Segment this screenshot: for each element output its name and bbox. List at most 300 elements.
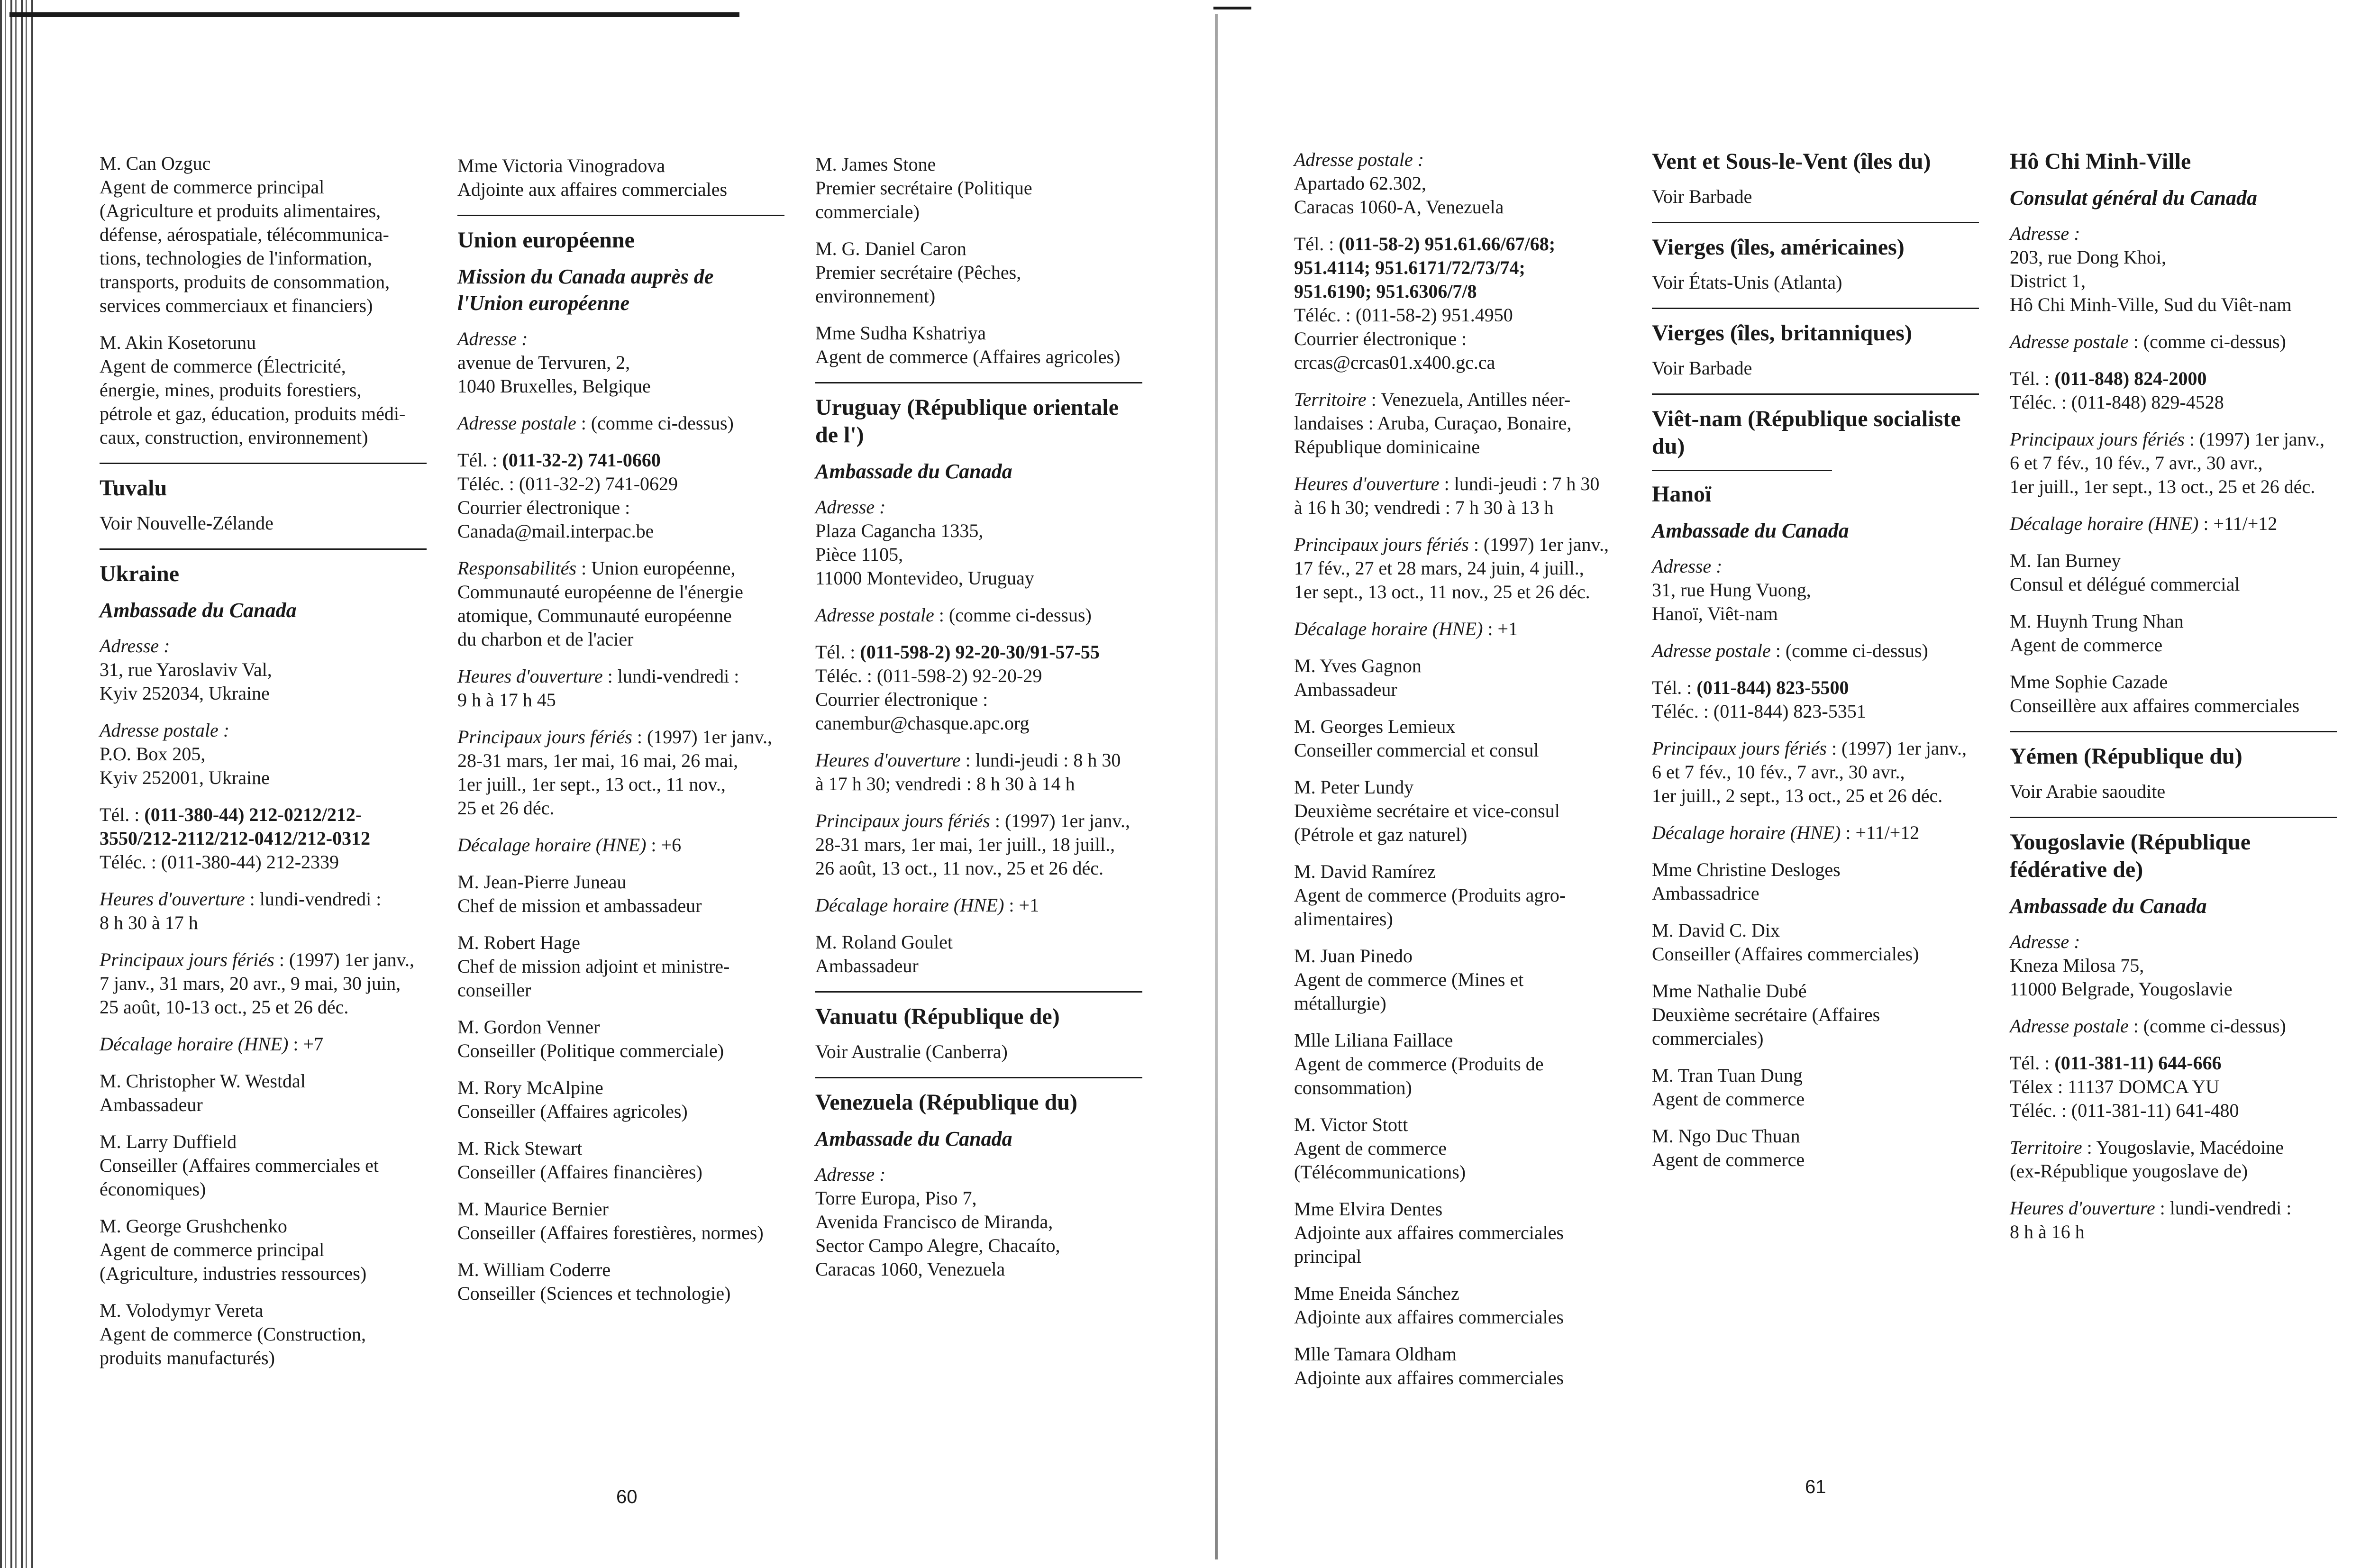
staff-entry: [1652, 919, 1979, 966]
country-heading-ukraine: Ukraine: [100, 548, 427, 588]
staff-role: environnement): [815, 285, 936, 307]
staff-role: Conseiller (Politique commerciale): [457, 1040, 724, 1061]
staff-name: M. David C. Dix: [1652, 920, 1780, 941]
territory-block: [1294, 388, 1621, 459]
staff-entry: [815, 321, 1142, 369]
staff-role: énergie, mines, produits forestiers,: [100, 379, 362, 401]
staff-entry: [1294, 860, 1621, 931]
staff-role: services commerciaux et financiers): [100, 295, 373, 316]
staff-entry: [1652, 979, 1979, 1050]
staff-role: Ambassadrice: [1652, 883, 1759, 904]
phone-number: (011-844) 823-5500: [1696, 677, 1849, 698]
holidays-value: 1er juill., 1er sept., 13 oct., 11 nov.,: [457, 774, 726, 795]
see-also-text: Voir Australie (Canberra): [815, 1041, 1008, 1062]
column-6: [2010, 148, 2337, 1257]
hours-block: [815, 748, 1142, 796]
phone-block: [1652, 676, 1979, 723]
postal-label: Adresse postale: [457, 412, 576, 434]
phone-block: [2010, 367, 2337, 414]
page-number-left: 60: [616, 1486, 638, 1507]
staff-role: Adjointe aux affaires commerciales: [457, 179, 728, 200]
postal-value: : (comme ci-dessus): [2133, 1015, 2286, 1037]
staff-name: M. Akin Kosetorunu: [100, 332, 256, 353]
staff-name: Mme Sudha Kshatriya: [815, 322, 986, 344]
country-heading-yemen: Yémen (République du): [2010, 731, 2337, 770]
timezone-value: : +11/+12: [2203, 513, 2278, 534]
postal-address-block: [815, 603, 1142, 627]
staff-entry: [457, 1015, 784, 1063]
phone-number: (011-32-2) 741-0660: [502, 449, 661, 471]
staff-role: produits manufacturés): [100, 1347, 275, 1368]
address-line: Pièce 1105,: [815, 544, 903, 565]
address-line: Torre Europa, Piso 7,: [815, 1187, 977, 1209]
staff-role: Agent de commerce (Électricité,: [100, 356, 346, 377]
holidays-value: : (1997) 1er janv.,: [994, 810, 1130, 831]
address-label: Adresse :: [2010, 223, 2080, 244]
address-line: avenue de Tervuren, 2,: [457, 352, 630, 373]
staff-name: M. David Ramírez: [1294, 861, 1436, 882]
staff-entry: [2010, 549, 2337, 596]
holidays-value: : (1997) 1er janv.,: [2189, 428, 2324, 450]
staff-name: Mlle Liliana Faillace: [1294, 1030, 1453, 1051]
postal-value: : (comme ci-dessus): [581, 412, 734, 434]
staff-name: M. Jean-Pierre Juneau: [457, 871, 627, 893]
hours-label: Heures d'ouverture: [457, 665, 603, 687]
staff-role: Agent de commerce (Construction,: [100, 1323, 366, 1345]
country-heading-yougoslavie: Yougoslavie (République fédérative de): [2010, 817, 2337, 884]
staff-name: M. Georges Lemieux: [1294, 716, 1456, 737]
staff-role: Adjointe aux affaires commerciales: [1294, 1306, 1564, 1328]
page-number-right: 61: [1805, 1477, 1826, 1497]
address-block: [815, 495, 1142, 590]
country-heading-union-europeenne: Union européenne: [457, 215, 784, 254]
staff-name: Mme Christine Desloges: [1652, 859, 1841, 880]
holidays-label: Principaux jours fériés: [457, 726, 632, 748]
staff-entry: [100, 331, 427, 449]
staff-role: Conseiller commercial et consul: [1294, 739, 1539, 761]
staff-role: principal: [1294, 1246, 1362, 1267]
phone-number: 951.4114; 951.6171/72/73/74;: [1294, 257, 1525, 278]
territory-label: Territoire: [2010, 1137, 2082, 1158]
staff-name: M. Can Ozguc: [100, 153, 211, 174]
staff-name: M. Juan Pinedo: [1294, 945, 1413, 966]
holidays-label: Principaux jours fériés: [100, 949, 274, 970]
address-line: Caracas 1060-A, Venezuela: [1294, 196, 1504, 218]
address-line: District 1,: [2010, 270, 2086, 292]
staff-entry: [1294, 1197, 1621, 1268]
column-4: [1294, 148, 1621, 1403]
fax-number: Téléc. : (011-32-2) 741-0629: [457, 473, 678, 494]
staff-name: M. Robert Hage: [457, 932, 580, 953]
staff-name: M. Rory McAlpine: [457, 1077, 603, 1098]
hours-value: : lundi-vendredi :: [607, 665, 739, 687]
holidays-value: : (1997) 1er janv.,: [1831, 738, 1967, 759]
see-also: [815, 1040, 1142, 1064]
address-line: 1040 Bruxelles, Belgique: [457, 375, 651, 397]
staff-entry: [457, 154, 784, 201]
postal-label: Adresse postale: [2010, 331, 2129, 352]
staff-entry: [1652, 1064, 1979, 1111]
staff-role: commerciale): [815, 201, 920, 222]
staff-role: Adjointe aux affaires commerciales: [1294, 1222, 1564, 1243]
address-line: Sector Campo Alegre, Chacaíto,: [815, 1235, 1060, 1256]
staff-role: Ambassadeur: [100, 1094, 203, 1115]
timezone-value: : +7: [293, 1033, 324, 1055]
holidays-value: 7 janv., 31 mars, 20 avr., 9 mai, 30 juin,: [100, 973, 401, 994]
country-heading-venezuela: Venezuela (République du): [815, 1077, 1142, 1116]
binding-scan-edge: [0, 0, 33, 1568]
staff-name: Mme Sophie Cazade: [2010, 671, 2168, 693]
email-address: canembur@chasque.apc.org: [815, 712, 1030, 734]
holidays-value: : (1997) 1er janv.,: [637, 726, 772, 748]
see-also: [1652, 185, 1979, 209]
email-address: Canada@mail.interpac.be: [457, 520, 654, 542]
holidays-value: 26 août, 13 oct., 11 nov., 25 et 26 déc.: [815, 857, 1104, 879]
timezone-block: [1294, 617, 1621, 641]
address-label: Adresse :: [815, 1164, 886, 1185]
staff-name: M. Peter Lundy: [1294, 776, 1414, 798]
column-1: [100, 152, 427, 1383]
phone-label: Tél. :: [1294, 233, 1334, 255]
staff-role: Conseiller (Affaires agricoles): [457, 1101, 688, 1122]
hours-value: : lundi-vendredi :: [249, 888, 382, 910]
staff-role: Agent de commerce: [1652, 1088, 1805, 1110]
staff-role: économiques): [100, 1178, 206, 1200]
staff-entry: [100, 1130, 427, 1201]
staff-entry: [815, 153, 1142, 224]
country-heading-vietnam: Viêt-nam (République socialiste du): [1652, 393, 1979, 460]
staff-role: Conseiller (Affaires commerciales et: [100, 1155, 379, 1176]
email-label: Courrier électronique :: [1294, 328, 1467, 349]
holidays-label: Principaux jours fériés: [815, 810, 990, 831]
mission-title: Ambassade du Canada: [1652, 519, 1849, 542]
timezone-label: Décalage horaire (HNE): [2010, 513, 2199, 534]
fax-number: Téléc. : (011-381-11) 641-480: [2010, 1100, 2239, 1121]
phone-block: [2010, 1051, 2337, 1122]
timezone-label: Décalage horaire (HNE): [100, 1033, 289, 1055]
phone-block: [1294, 232, 1621, 374]
holidays-block: [1294, 533, 1621, 604]
staff-role: (Télécommunications): [1294, 1161, 1466, 1183]
territory-value: (ex-République yougoslave de): [2010, 1160, 2248, 1182]
staff-entry: [2010, 670, 2337, 718]
holidays-block: [1652, 737, 1979, 808]
timezone-block: [815, 893, 1142, 917]
column-5: [1652, 148, 1979, 1185]
staff-name: M. James Stone: [815, 154, 936, 175]
staff-role: Chef de mission adjoint et ministre-: [457, 956, 730, 977]
staff-role: Agent de commerce: [2010, 634, 2163, 656]
see-also: [1652, 271, 1979, 294]
staff-role: Chef de mission et ambassadeur: [457, 895, 702, 916]
territory-value: landaises : Aruba, Curaçao, Bonaire,: [1294, 412, 1572, 434]
country-heading-vent: Vent et Sous-le-Vent (îles du): [1652, 149, 1931, 174]
phone-block: [815, 640, 1142, 735]
mission-title: Ambassade du Canada: [815, 1127, 1012, 1150]
address-label: Adresse :: [1652, 556, 1723, 577]
staff-role: pétrole et gaz, éducation, produits médi-: [100, 403, 406, 424]
postal-label: Adresse postale :: [1294, 149, 1424, 170]
staff-entry: [1294, 775, 1621, 847]
responsibilities-value: atomique, Communauté européenne: [457, 605, 732, 626]
staff-role: alimentaires): [1294, 908, 1393, 930]
hours-value: 8 h à 16 h: [2010, 1221, 2085, 1242]
mission-title: Mission du Canada auprès de l'Union européenne: [457, 265, 714, 315]
see-also-text: Voir Barbade: [1652, 357, 1752, 379]
see-also-text: Voir Nouvelle-Zélande: [100, 512, 273, 534]
timezone-label: Décalage horaire (HNE): [457, 834, 647, 856]
holidays-value: 6 et 7 fév., 10 fév., 7 avr., 30 avr.,: [2010, 452, 2263, 474]
staff-entry: [100, 152, 427, 318]
address-block: [457, 327, 784, 398]
fax-number: Téléc. : (011-848) 829-4528: [2010, 392, 2224, 413]
address-block: [815, 1163, 1142, 1281]
hours-value: à 17 h 30; vendredi : 8 h 30 à 14 h: [815, 773, 1075, 794]
staff-name: M. Gordon Venner: [457, 1016, 600, 1038]
mission-title: Consulat général du Canada: [2010, 186, 2258, 210]
postal-address-block: [457, 411, 784, 435]
address-block: [1652, 555, 1979, 626]
staff-role: Premier secrétaire (Pêches,: [815, 262, 1021, 283]
mission-title: Ambassade du Canada: [100, 599, 297, 622]
hours-label: Heures d'ouverture: [815, 749, 961, 771]
territory-value: : Venezuela, Antilles néer-: [1371, 389, 1571, 410]
postal-value: : (comme ci-dessus): [1775, 640, 1928, 661]
timezone-label: Décalage horaire (HNE): [1294, 618, 1483, 639]
phone-number: (011-381-11) 644-666: [2054, 1052, 2222, 1074]
holidays-label: Principaux jours fériés: [1294, 534, 1469, 555]
staff-role: (Pétrole et gaz naturel): [1294, 824, 1468, 845]
address-label: Adresse :: [457, 328, 528, 349]
hours-value: à 16 h 30; vendredi : 7 h 30 à 13 h: [1294, 497, 1554, 518]
mission-title: Ambassade du Canada: [815, 460, 1012, 483]
staff-role: tions, technologies de l'information,: [100, 247, 372, 269]
phone-number: (011-380-44) 212-0212/212-: [144, 804, 362, 825]
phone-number: (011-598-2) 92-20-30/91-57-55: [860, 641, 1100, 663]
telex-number: Télex : 11137 DOMCA YU: [2010, 1076, 2220, 1097]
address-line: Avenida Francisco de Miranda,: [815, 1211, 1053, 1232]
staff-name: M. Volodymyr Vereta: [100, 1300, 264, 1321]
city-divider: [1652, 470, 1832, 471]
address-line: Kyiv 252001, Ukraine: [100, 767, 270, 788]
postal-label: Adresse postale: [2010, 1015, 2129, 1037]
phone-label: Tél. :: [815, 641, 856, 663]
staff-name: M. Maurice Bernier: [457, 1198, 609, 1220]
staff-entry: [100, 1069, 427, 1117]
territory-value: : Yougoslavie, Macédoine: [2087, 1137, 2284, 1158]
staff-role: Agent de commerce: [1294, 1138, 1447, 1159]
hours-block: [100, 887, 427, 935]
address-line: Kyiv 252034, Ukraine: [100, 683, 270, 704]
fax-number: Téléc. : (011-58-2) 951.4950: [1294, 304, 1513, 326]
see-also-text: Voir États-Unis (Atlanta): [1652, 272, 1842, 293]
country-heading-uruguay: Uruguay (République orientale de l'): [815, 382, 1142, 449]
timezone-label: Décalage horaire (HNE): [1652, 822, 1841, 843]
staff-entry: [1652, 858, 1979, 905]
responsibilities-block: [457, 556, 784, 651]
staff-entry: [457, 1197, 784, 1245]
address-line: Hô Chi Minh-Ville, Sud du Viêt-nam: [2010, 294, 2292, 315]
address-line: Caracas 1060, Venezuela: [815, 1258, 1005, 1280]
center-gutter: [1215, 14, 1218, 1559]
staff-name: Mme Eneida Sánchez: [1294, 1283, 1459, 1304]
postal-value: : (comme ci-dessus): [2133, 331, 2286, 352]
timezone-block: [2010, 512, 2337, 536]
staff-role: métallurgie): [1294, 993, 1386, 1014]
staff-role: caux, construction, environnement): [100, 427, 368, 448]
staff-role: Consul et délégué commercial: [2010, 574, 2240, 595]
postal-address-block: [100, 719, 427, 790]
fax-number: Téléc. : (011-844) 823-5351: [1652, 701, 1866, 722]
staff-role: Conseillère aux affaires commerciales: [2010, 695, 2300, 716]
fax-number: Téléc. : (011-380-44) 212-2339: [100, 851, 339, 873]
staff-entry: [457, 1076, 784, 1123]
holidays-value: 17 fév., 27 et 28 mars, 24 juin, 4 juill.,: [1294, 557, 1584, 579]
timezone-value: : +1: [1487, 618, 1518, 639]
timezone-block: [457, 833, 784, 857]
hours-value: : lundi-jeudi : 8 h 30: [965, 749, 1121, 771]
phone-block: [457, 448, 784, 543]
staff-entry: [1294, 715, 1621, 762]
address-line: 31, rue Yaroslaviv Val,: [100, 659, 272, 680]
staff-role: commerciales): [1652, 1028, 1764, 1049]
address-line: P.O. Box 205,: [100, 743, 206, 765]
timezone-value: : +1: [1009, 894, 1039, 916]
timezone-value: : +6: [651, 834, 682, 856]
staff-name: M. Christopher W. Westdal: [100, 1070, 306, 1092]
staff-role: Conseiller (Affaires financières): [457, 1161, 702, 1183]
hours-label: Heures d'ouverture: [1294, 473, 1440, 494]
email-label: Courrier électronique :: [815, 689, 988, 710]
address-line: 11000 Belgrade, Yougoslavie: [2010, 978, 2233, 1000]
phone-label: Tél. :: [457, 449, 498, 471]
address-line: Apartado 62.302,: [1294, 173, 1426, 194]
timezone-block: [1652, 821, 1979, 845]
staff-entry: [100, 1299, 427, 1370]
city-heading-ho-chi-minh: Hô Chi Minh-Ville: [2010, 149, 2191, 174]
hours-value: 8 h 30 à 17 h: [100, 912, 198, 933]
staff-name: M. G. Daniel Caron: [815, 238, 966, 259]
country-heading-vierges-americaines: Vierges (îles, américaines): [1652, 222, 1979, 261]
staff-role: conseiller: [457, 979, 531, 1001]
address-label: Adresse :: [815, 496, 886, 518]
postal-label: Adresse postale: [815, 604, 934, 626]
holidays-value: : (1997) 1er janv.,: [1473, 534, 1609, 555]
address-block: [2010, 222, 2337, 317]
staff-entry: [1294, 654, 1621, 702]
page-top-rule-right: [1213, 7, 1251, 9]
holidays-block: [457, 725, 784, 820]
hours-value: : lundi-jeudi : 7 h 30: [1444, 473, 1600, 494]
staff-role: défense, aérospatiale, télécommunica-: [100, 224, 389, 245]
see-also-text: Voir Arabie saoudite: [2010, 781, 2166, 802]
staff-entry: [1294, 944, 1621, 1015]
country-heading-vanuatu: Vanuatu (République de): [815, 991, 1142, 1030]
address-line: Hanoï, Viêt-nam: [1652, 603, 1778, 624]
city-heading-hanoi: Hanoï: [1652, 482, 1712, 507]
staff-name: M. Victor Stott: [1294, 1114, 1408, 1135]
page-top-rule: [9, 12, 739, 17]
holidays-value: 25 août, 10-13 oct., 25 et 26 déc.: [100, 996, 349, 1018]
staff-name: Mme Nathalie Dubé: [1652, 980, 1807, 1002]
postal-address-block: [2010, 1014, 2337, 1038]
holidays-value: 1er juill., 2 sept., 13 oct., 25 et 26 déc.: [1652, 785, 1943, 806]
column-3: [815, 153, 1142, 1295]
email-label: Courrier électronique :: [457, 497, 630, 518]
staff-entry: [100, 1214, 427, 1285]
address-line: 31, rue Hung Vuong,: [1652, 579, 1811, 601]
staff-name: M. Ngo Duc Thuan: [1652, 1125, 1800, 1147]
holidays-label: Principaux jours fériés: [2010, 428, 2185, 450]
address-label: Adresse :: [100, 635, 170, 656]
hours-label: Heures d'ouverture: [100, 888, 245, 910]
hours-label: Heures d'ouverture: [2010, 1197, 2155, 1219]
staff-entry: [457, 1258, 784, 1305]
staff-entry: [1294, 1113, 1621, 1184]
phone-label: Tél. :: [2010, 368, 2050, 389]
staff-role: Deuxième secrétaire (Affaires: [1652, 1004, 1880, 1025]
email-address: crcas@crcas01.x400.gc.ca: [1294, 352, 1495, 373]
see-also-text: Voir Barbade: [1652, 186, 1752, 207]
staff-entry: [457, 1137, 784, 1184]
address-label: Adresse :: [2010, 931, 2080, 952]
staff-role: Agent de commerce: [1652, 1149, 1805, 1170]
staff-role: Agent de commerce principal: [100, 1239, 325, 1260]
timezone-block: [100, 1032, 427, 1056]
staff-entry: [815, 237, 1142, 308]
staff-name: Mme Elvira Dentes: [1294, 1198, 1443, 1220]
staff-name: M. Tran Tuan Dung: [1652, 1065, 1803, 1086]
staff-role: Conseiller (Affaires forestières, normes): [457, 1222, 764, 1243]
address-line: Plaza Cagancha 1335,: [815, 520, 984, 541]
hours-block: [457, 665, 784, 712]
postal-address-block: [1652, 639, 1979, 663]
phone-block: [100, 803, 427, 874]
staff-role: transports, produits de consommation,: [100, 271, 390, 292]
address-block: [2010, 930, 2337, 1001]
mission-title: Ambassade du Canada: [2010, 894, 2207, 918]
holidays-value: 25 et 26 déc.: [457, 797, 555, 819]
staff-role: Conseiller (Sciences et technologie): [457, 1283, 731, 1304]
holidays-block: [100, 948, 427, 1019]
staff-name: Mme Victoria Vinogradova: [457, 155, 665, 176]
holidays-label: Principaux jours fériés: [1652, 738, 1827, 759]
hours-value: : lundi-vendredi :: [2160, 1197, 2292, 1219]
staff-name: M. Huynh Trung Nhan: [2010, 611, 2184, 632]
phone-label: Tél. :: [2010, 1052, 2050, 1074]
hours-value: 9 h à 17 h 45: [457, 689, 556, 711]
see-also: [2010, 780, 2337, 803]
staff-name: Mlle Tamara Oldham: [1294, 1343, 1457, 1365]
staff-entry: [457, 931, 784, 1002]
staff-name: M. Ian Burney: [2010, 550, 2121, 571]
staff-role: Agent de commerce principal: [100, 176, 325, 198]
holidays-value: 28-31 mars, 1er mai, 1er juill., 18 juill.,: [815, 834, 1115, 855]
responsibilities-label: Responsabilités: [457, 557, 577, 579]
staff-entry: [2010, 610, 2337, 657]
holidays-value: 1er juill., 1er sept., 13 oct., 25 et 26 déc.: [2010, 476, 2315, 497]
see-also: [100, 511, 427, 535]
staff-name: M. Roland Goulet: [815, 931, 953, 953]
holidays-block: [2010, 428, 2337, 499]
staff-name: M. William Coderre: [457, 1259, 611, 1280]
staff-role: Agent de commerce (Produits agro-: [1294, 884, 1566, 906]
phone-number: 3550/212-2112/212-0412/212-0312: [100, 828, 371, 849]
phone-label: Tél. :: [100, 804, 140, 825]
holidays-block: [815, 809, 1142, 880]
fax-number: Téléc. : (011-598-2) 92-20-29: [815, 665, 1042, 686]
staff-name: M. Larry Duffield: [100, 1131, 237, 1152]
